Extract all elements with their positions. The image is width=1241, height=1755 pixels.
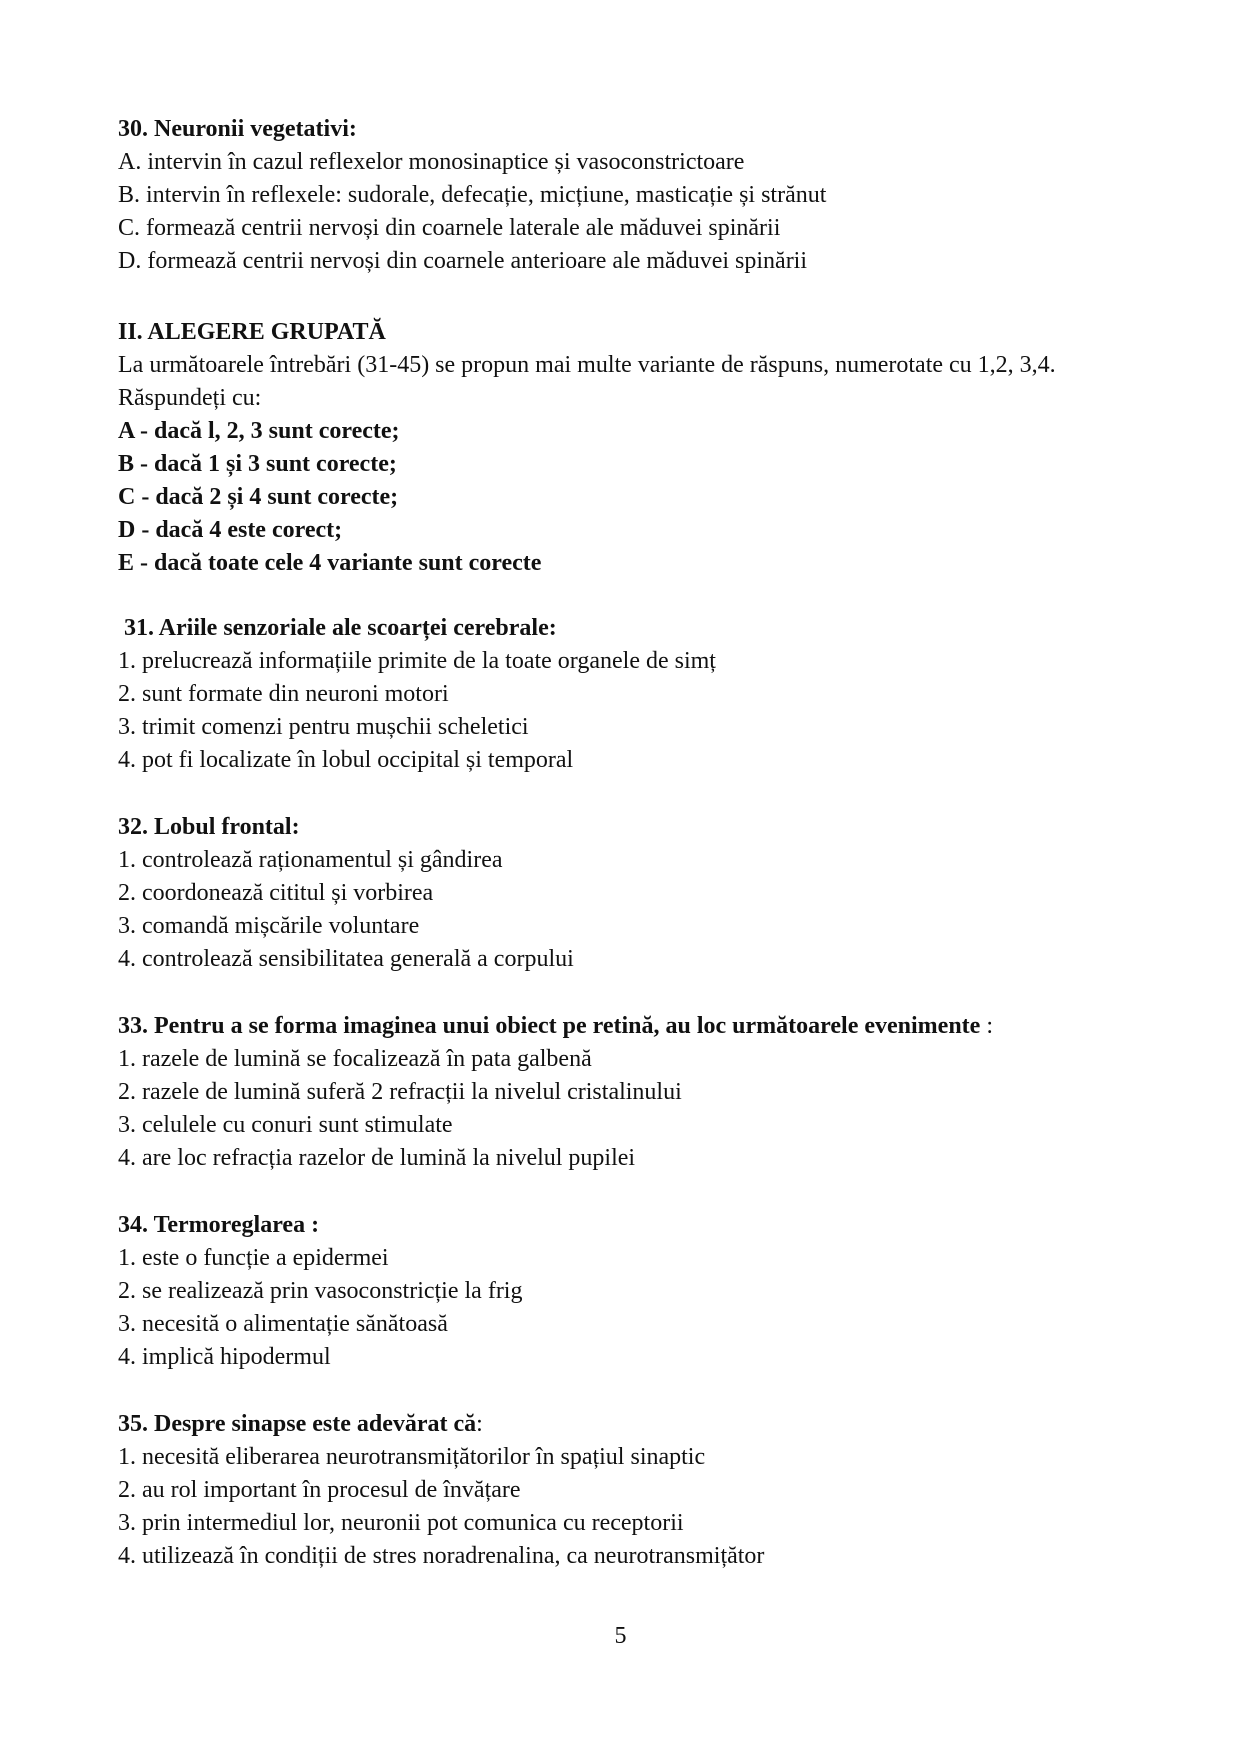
answer-option: C. formează centrii nervoși din coarnele laterale ale măduvei spinării xyxy=(118,215,781,241)
answer-option: 3. prin intermediul lor, neuronii pot comunica cu receptorii xyxy=(118,1510,684,1536)
answer-option: 1. controlează raționamentul și gândirea xyxy=(118,847,503,873)
answer-option: 2. sunt formate din neuroni motori xyxy=(118,681,449,707)
answer-option: 4. controlează sensibilitatea generală a corpului xyxy=(118,946,574,972)
question-title-suffix: : xyxy=(476,1411,483,1437)
answer-option: 2. au rol important în procesul de învățare xyxy=(118,1477,521,1503)
question-title: 30. Neuronii vegetativi: xyxy=(118,116,357,142)
answer-option: 1. este o funcție a epidermei xyxy=(118,1245,389,1271)
answer-option: 4. are loc refracția razelor de lumină la nivelul pupilei xyxy=(118,1145,636,1171)
answer-option: A. intervin în cazul reflexelor monosinaptice și vasoconstrictoare xyxy=(118,149,745,175)
answer-rule: D - dacă 4 este corect; xyxy=(118,517,343,543)
answer-rule: E - dacă toate cele 4 variante sunt corecte xyxy=(118,550,542,576)
answer-option: D. formează centrii nervoși din coarnele anterioare ale măduvei spinării xyxy=(118,248,808,274)
answer-option: 2. coordonează cititul și vorbirea xyxy=(118,880,434,906)
answer-option: 4. utilizează în condiții de stres noradrenalina, ca neurotransmițător xyxy=(118,1543,765,1569)
question-title-row xyxy=(118,1408,1158,1441)
answer-option: 1. prelucrează informațiile primite de la toate organele de simț xyxy=(118,648,716,674)
question-title: 35. Despre sinapse este adevărat că xyxy=(118,1411,477,1437)
question-34 xyxy=(118,1209,1158,1374)
answer-rule: B - dacă 1 și 3 sunt corecte; xyxy=(118,451,397,477)
answer-option: 1. necesită eliberarea neurotransmițătorilor în spațiul sinaptic xyxy=(118,1444,706,1470)
answer-option: 2. razele de lumină suferă 2 refracții la nivelul cristalinului xyxy=(118,1079,682,1105)
answer-option: 3. celulele cu conuri sunt stimulate xyxy=(118,1112,453,1138)
question-30 xyxy=(118,113,1158,278)
answer-option: 4. pot fi localizate în lobul occipital și temporal xyxy=(118,747,574,773)
answer-option: 3. comandă mișcările voluntare xyxy=(118,913,420,939)
answer-option: 3. trimit comenzi pentru mușchii scheletici xyxy=(118,714,529,740)
question-32 xyxy=(118,811,1158,976)
answer-option: 3. necesită o alimentație sănătoasă xyxy=(118,1311,448,1337)
answer-option: 4. implică hipodermul xyxy=(118,1344,331,1370)
section-heading: II. ALEGERE GRUPATĂ xyxy=(118,319,386,345)
question-title: 34. Termoreglarea : xyxy=(118,1212,320,1238)
question-31 xyxy=(118,612,1158,777)
question-35 xyxy=(118,1408,1158,1573)
answer-option: 2. se realizează prin vasoconstricție la frig xyxy=(118,1278,523,1304)
answer-option: 1. razele de lumină se focalizează în pata galbenă xyxy=(118,1046,592,1072)
question-33 xyxy=(118,1010,1158,1175)
question-title: 31. Ariile senzoriale ale scoarței cerebrale: xyxy=(124,615,557,641)
page-number: 5 xyxy=(614,1623,627,1649)
question-title-row xyxy=(118,1010,1158,1043)
answer-rule: A - dacă l, 2, 3 sunt corecte; xyxy=(118,418,400,444)
section-intro-2: Răspundeți cu: xyxy=(118,385,262,411)
question-title-suffix: : xyxy=(980,1013,993,1039)
question-title: 32. Lobul frontal: xyxy=(118,814,300,840)
answer-option: B. intervin în reflexele: sudorale, defecație, micțiune, masticație și strănut xyxy=(118,182,827,208)
question-title: 33. Pentru a se forma imaginea unui obiect pe retină, au loc următoarele evenimente xyxy=(118,1013,981,1039)
section-intro: La următoarele întrebări (31-45) se propun mai multe variante de răspuns, numerotate cu 1,2, 3,4. xyxy=(118,352,1056,378)
answer-rule: C - dacă 2 și 4 sunt corecte; xyxy=(118,484,399,510)
section-grouped-choice xyxy=(118,316,1158,580)
